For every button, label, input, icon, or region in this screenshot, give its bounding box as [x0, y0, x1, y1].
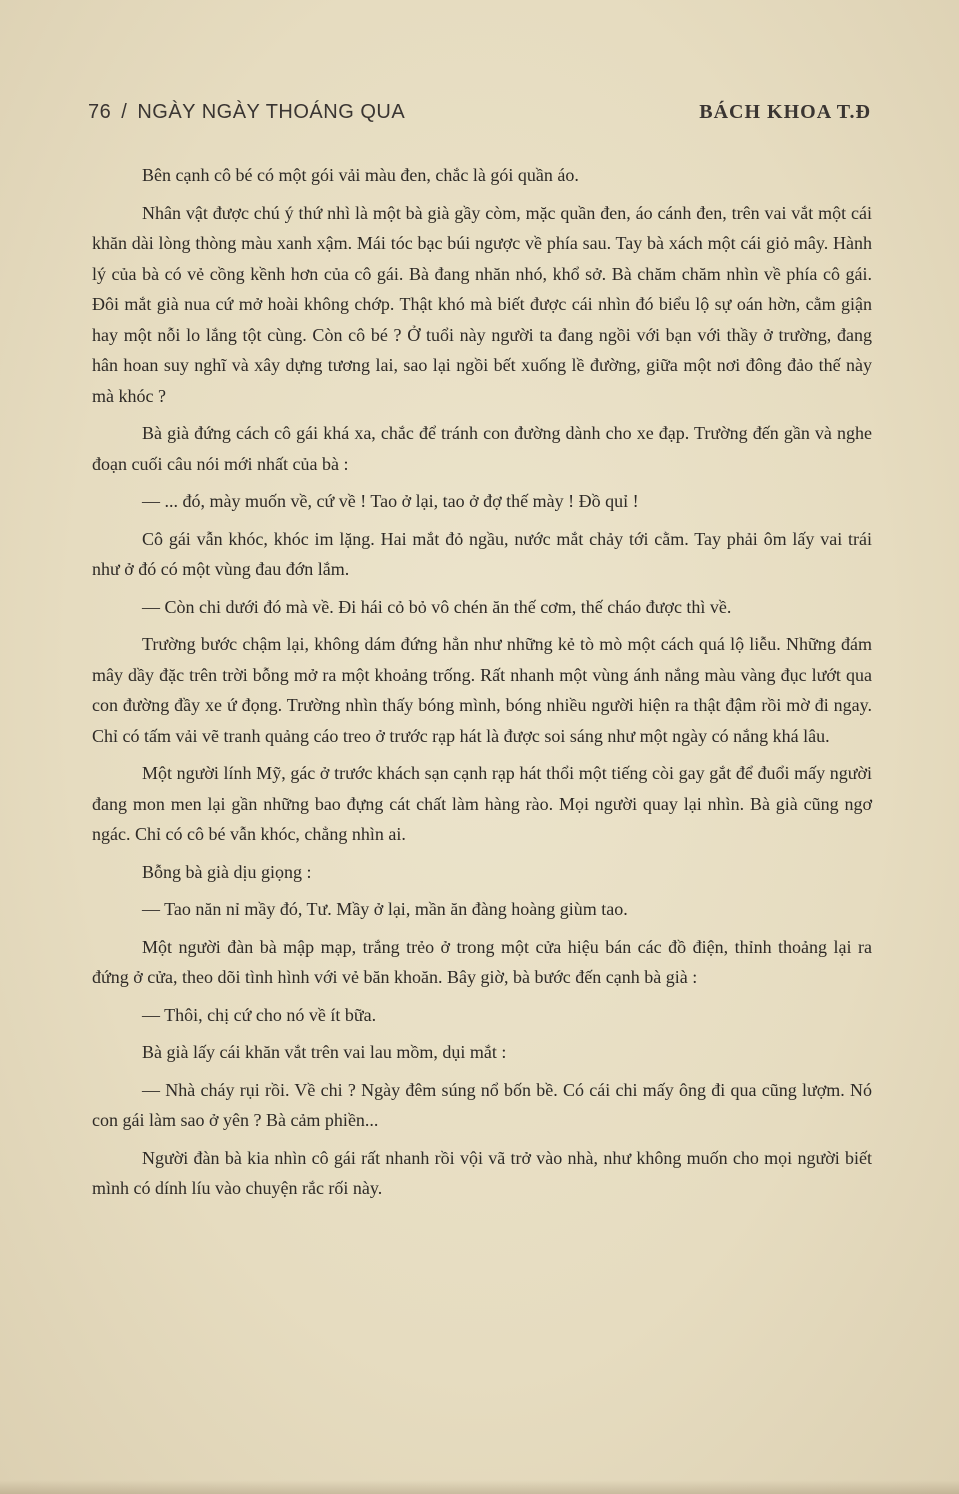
- body-text: [92, 160, 872, 1211]
- page-number: 76: [88, 100, 112, 123]
- publication-name: BÁCH KHOA T.Đ: [699, 100, 871, 123]
- paragraph: Bỗng bà già dịu giọng :: [142, 861, 312, 882]
- paragraph: Người đàn bà kia nhìn cô gái rất nhanh rồi vội vã trở vào nhà, như không muốn cho mọi người biết mình có dính líu vào chuyện rắc rối này.: [92, 1147, 872, 1198]
- page-edge-shadow: [0, 1480, 959, 1494]
- paragraph: Trường bước chậm lại, không dám đứng hẳn như những kẻ tò mò một cách quá lộ liễu. Những đám mây dầy đặc trên trời bỗng mở ra một khoảng trống. Rất nhanh một vùng ánh nắng màu vàng đục lướt qua con đường đầy xe ứ đọng. Trường nhìn thấy bóng mình, bóng nhiều người hiện ra thật đậm rồi mờ đi ngay. Chỉ có tấm vải vẽ tranh quảng cáo treo ở trước rạp hát là được soi sáng như một ngày có nắng khá lâu.: [92, 634, 872, 746]
- paragraph: Một người đàn bà mập mạp, trắng trẻo ở trong một cửa hiệu bán các đồ điện, thỉnh thoảng lại ra đứng ở cửa, theo dõi tình hình với vẻ băn khoăn. Bây giờ, bà bước đến cạnh bà già :: [92, 936, 872, 987]
- paragraph: — Còn chi dưới đó mà về. Đi hái cỏ bỏ vô chén ăn thế cơm, thế cháo được thì về.: [142, 596, 732, 617]
- paragraph: Bên cạnh cô bé có một gói vải màu đen, chắc là gói quần áo.: [142, 165, 579, 185]
- paragraph: — ... đó, mày muốn về, cứ về ! Tao ở lại, tao ở đợ thế mày ! Đồ quỉ !: [142, 491, 639, 511]
- paragraph: — Nhà cháy rụi rồi. Về chi ? Ngày đêm súng nổ bốn bề. Có cái chi mấy ông đi qua cũng lượm. Nó con gái làm sao ở yên ? Bà cảm phiền...: [92, 1079, 872, 1130]
- paragraph: Bà già đứng cách cô gái khá xa, chắc để tránh con đường dành cho xe đạp. Trường đến gần và nghe đoạn cuối câu nói mới nhất của bà :: [92, 423, 872, 474]
- paragraph: Bà già lấy cái khăn vắt trên vai lau mồm, dụi mắt :: [142, 1042, 507, 1062]
- paragraph: Một người lính Mỹ, gác ở trước khách sạn cạnh rạp hát thổi một tiếng còi gay gắt để đuổi mấy người đang mon men lại gần những bao đựng cát chất làm hàng rào. Mọi người quay lại nhìn. Bà già cũng ngơ ngác. Chỉ có cô bé vẫn khóc, chẳng nhìn ai.: [92, 763, 872, 844]
- paragraph: Cô gái vẫn khóc, khóc im lặng. Hai mắt đỏ ngầu, nước mắt chảy tới cằm. Tay phải ôm lấy vai trái như ở đó có một vùng đau đớn lắm.: [92, 528, 872, 579]
- paragraph: Nhân vật được chú ý thứ nhì là một bà già gầy còm, mặc quần đen, áo cánh đen, trên vai vắt một cái khăn dài lòng thòng màu xanh xậm. Mái tóc bạc búi ngược về phía sau. Tay bà xách một cái giỏ mây. Hành lý của bà có vẻ cồng kềnh hơn của cô gái. Bà đang nhăn nhó, khổ sở. Bà chăm chăm nhìn về phía cô gái. Đôi mắt già nua cứ mở hoài không chớp. Thật khó mà biết được cái nhìn đó biểu lộ sự oán hờn, cằm giận hay một nỗi lo lắng tột cùng. Còn cô bé ? Ở tuổi này người ta đang ngồi với bạn với thầy ở trường, đang hân hoan suy nghĩ và xây dựng tương lai, sao lại ngồi bết xuống lề đường, giữa một nơi đông đảo thế này mà khóc ?: [92, 202, 872, 406]
- paragraph: — Thôi, chị cứ cho nó về ít bữa.: [142, 1004, 377, 1025]
- chapter-title: NGÀY NGÀY THOÁNG QUA: [137, 100, 406, 123]
- header-separator: /: [121, 100, 128, 123]
- running-header: [88, 96, 871, 128]
- header-left: [88, 101, 405, 124]
- paragraph: — Tao năn nỉ mầy đó, Tư. Mầy ở lại, mần ăn đàng hoàng giùm tao.: [142, 899, 628, 919]
